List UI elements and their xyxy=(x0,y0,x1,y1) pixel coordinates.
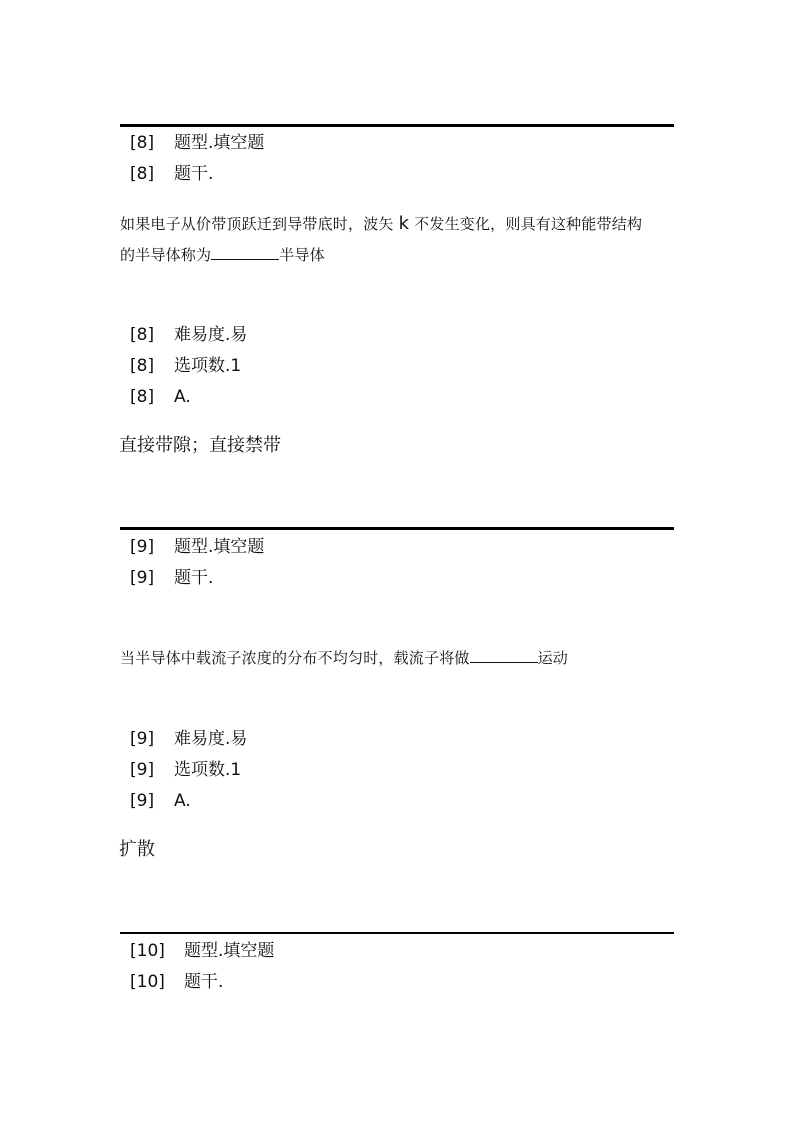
q9-difficulty-line xyxy=(130,729,247,749)
q9-stem-label-line xyxy=(130,568,213,588)
q8-option-a-line xyxy=(130,387,191,407)
q8-stem-label: 题干. xyxy=(174,164,214,184)
q9-type-line xyxy=(130,537,264,557)
q9-type-label: 题型.填空题 xyxy=(174,537,265,557)
q8-type-label: 题型.填空题 xyxy=(174,133,265,153)
q8-index: [8] xyxy=(130,387,155,407)
section-divider-q8 xyxy=(120,124,674,127)
q8-stem-text xyxy=(120,208,676,271)
section-divider-q9 xyxy=(120,527,674,530)
q10-index: [10] xyxy=(130,972,165,992)
q8-options-count-line xyxy=(130,356,241,376)
q9-index: [9] xyxy=(130,568,155,588)
q8-stem-line-1: 如果电子从价带顶跃迁到导带底时，波矢 k 不发生变化，则具有这种能带结构 xyxy=(120,213,643,234)
q8-answer: 直接带隙；直接禁带 xyxy=(119,435,281,456)
q10-type-label: 题型.填空题 xyxy=(184,941,275,961)
q9-index: [9] xyxy=(130,729,155,749)
q9-index: [9] xyxy=(130,537,155,557)
q8-index: [8] xyxy=(130,356,155,376)
q8-index: [8] xyxy=(130,325,155,345)
q8-index: [8] xyxy=(130,164,155,184)
q8-index: [8] xyxy=(130,133,155,153)
q9-option-a-label: A. xyxy=(174,791,191,811)
q10-type-line xyxy=(130,941,274,961)
q9-fill-blank xyxy=(470,648,538,663)
q9-stem-label: 题干. xyxy=(174,568,214,588)
q8-fill-blank xyxy=(211,245,279,260)
q10-index: [10] xyxy=(130,941,165,961)
q9-index: [9] xyxy=(130,791,155,811)
q8-wavevector-symbol: k xyxy=(398,213,410,234)
q9-option-a-line xyxy=(130,791,191,811)
q8-stem-line-2: 的半导体称为 半导体 xyxy=(120,246,325,264)
q9-options-count-label: 选项数.1 xyxy=(174,760,242,780)
q8-stem-label-line xyxy=(130,164,213,184)
q8-difficulty-label: 难易度.易 xyxy=(174,325,248,345)
q9-options-count-line xyxy=(130,760,241,780)
q8-option-a-label: A. xyxy=(174,387,191,407)
q9-answer: 扩散 xyxy=(119,839,155,860)
q10-stem-label-line xyxy=(130,972,223,992)
q8-type-line xyxy=(130,133,264,153)
q8-options-count-label: 选项数.1 xyxy=(174,356,242,376)
q9-stem-line-1: 当半导体中载流子浓度的分布不均匀时，载流子将做 运动 xyxy=(120,649,569,667)
q9-stem-text xyxy=(120,643,676,674)
q9-difficulty-label: 难易度.易 xyxy=(174,729,248,749)
q9-index: [9] xyxy=(130,760,155,780)
q10-stem-label: 题干. xyxy=(184,972,224,992)
section-divider-q10 xyxy=(120,932,674,934)
q8-difficulty-line xyxy=(130,325,247,345)
